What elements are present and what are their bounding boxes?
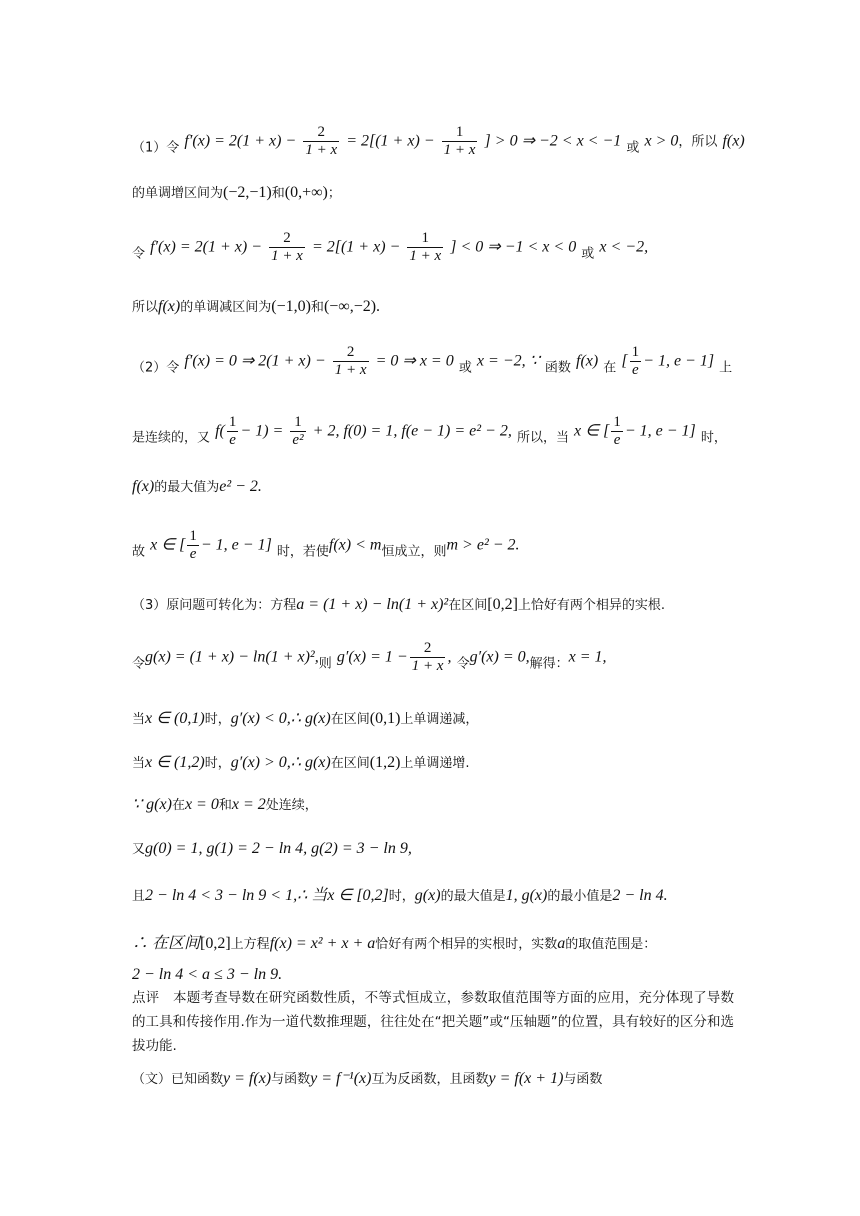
p3-line5: ∵ g(x)在x = 0和x = 2处连续， [132,796,318,813]
p2-line1: $_{(2)令}$ f′(x) = 0 ⇒ 2(1 + x) − $\frac{2}{1 + x}$ = 0 ⇒ x = 0 $_或$ x = −2, ∵ $_{函数}$ f(x) $_在$ [ $\frac{1}{e}$ − 1, e − 1] $_上$ [132,344,733,378]
fraction: $\frac{1}{1 + x}$ [443,124,476,158]
p3-line1: （3）原问题可转化为：方程a = (1 + x) − ln(1 + x)²在区间[0,2]上恰好有两个相异的实根. [132,596,666,613]
fraction: $\frac{2}{1 + x}$ [271,230,303,264]
comment-paragraph: 点评 本题考查导数在研究函数性质，不等式恒成立，参数取值范围等方面的应用，充分体现了导数的工具和传接作用.作为一道代数推理题，往往处在“把关题”或“压轴题”的位置，具有较好的区分和选拔功能. [132,990,734,1054]
fraction: $\frac{1}{e}$ [631,344,640,378]
p1-line2: 的单调增区间为(−2,−1)和(0,+∞)； [132,184,341,201]
wen-line: （文）已知函数y = f(x)与函数y = f⁻¹(x)互为反函数，且函数y = f(x + 1)与函数 [132,1070,603,1087]
p2-line2: $_{是连续的,又}$ f( $\frac{1}{e}$ − 1) = $\frac{1}{\text{e²}}$ + 2, f(0) = 1, f(e − 1) = e² − 2, $_{所以,当}$ x ∈ [ $\frac{1}{e}$ − 1, e − 1] $_{时,}$ [132,414,727,448]
p1-line1: $_{(1)令}$ f′(x) = 2(1 + x) − $\frac{2}{1 + x}$ = 2[(1 + x) − $\frac{1}{1 + x}$ ] > 0 ⇒ −2 < x < −1 $_或$ x > 0，所以 f(x) [132,124,745,158]
fraction: $\frac{1}{1 + x}$ [409,230,442,264]
fraction: $\frac{2}{1 + x}$ [305,124,338,158]
p3-line3: 当x ∈ (0,1)时，g′(x) < 0,∴ g(x)在区间(0,1)上单调递减， [132,710,479,727]
fraction: $\frac{1}{e}$ [613,414,621,448]
p2-line3: f(x)的最大值为e² − 2. [132,478,262,495]
p1-line3: $_令$ f′(x) = 2(1 + x) − $\frac{2}{1 + x}$ = 2[(1 + x) − $\frac{1}{1 + x}$ ] < 0 ⇒ −1 < x < 0 $_或$ x < −2, [132,230,649,264]
p3-line8: ∴ 在区间[0,2]上方程f(x) = x² + x + a恰好有两个相异的实根时，实数a的取值范围是： [132,935,657,952]
fraction: $\frac{1}{e}$ [189,528,197,562]
p3-line7: 且2 − ln 4 < 3 − ln 9 < 1,∴ 当x ∈ [0,2]时，g(x)的最大值是1, g(x)的最小值是2 − ln 4. [132,887,668,904]
fraction: $\frac{1}{e}$ [228,414,237,448]
p3-line6: 又g(0) = 1, g(1) = 2 − ln 4, g(2) = 3 − ln 9, [132,840,412,857]
p1-line4: 所以f(x)的单调减区间为(−1,0)和(−∞,−2). [132,298,381,315]
fraction: $\frac{2}{1 + x}$ [334,344,367,378]
p3-line2: $_令g(x) = (1 + x) - \ln(1 + x)^2,_则$ g′(x) = 1 − $\frac{2}{1 + x}$ , $_令g'(x) = 0,_{解得:}x = 1$, [132,640,607,674]
p2-line4: $_故$ x ∈ [ $\frac{1}{e}$ − 1, e − 1] $_{时,若使}f(x) < m_{恒成立,则}m > e^2 - 2$. [132,528,520,562]
p3-line4: 当x ∈ (1,2)时，g′(x) > 0,∴ g(x)在区间(1,2)上单调递增. [132,754,470,771]
fraction: $\frac{2}{1 + x}$ [411,640,444,674]
fraction: $\frac{1}{\text{e²}}$ [292,414,304,448]
p3-range: 2 − ln 4 < a ≤ 3 − ln 9. [132,966,283,983]
